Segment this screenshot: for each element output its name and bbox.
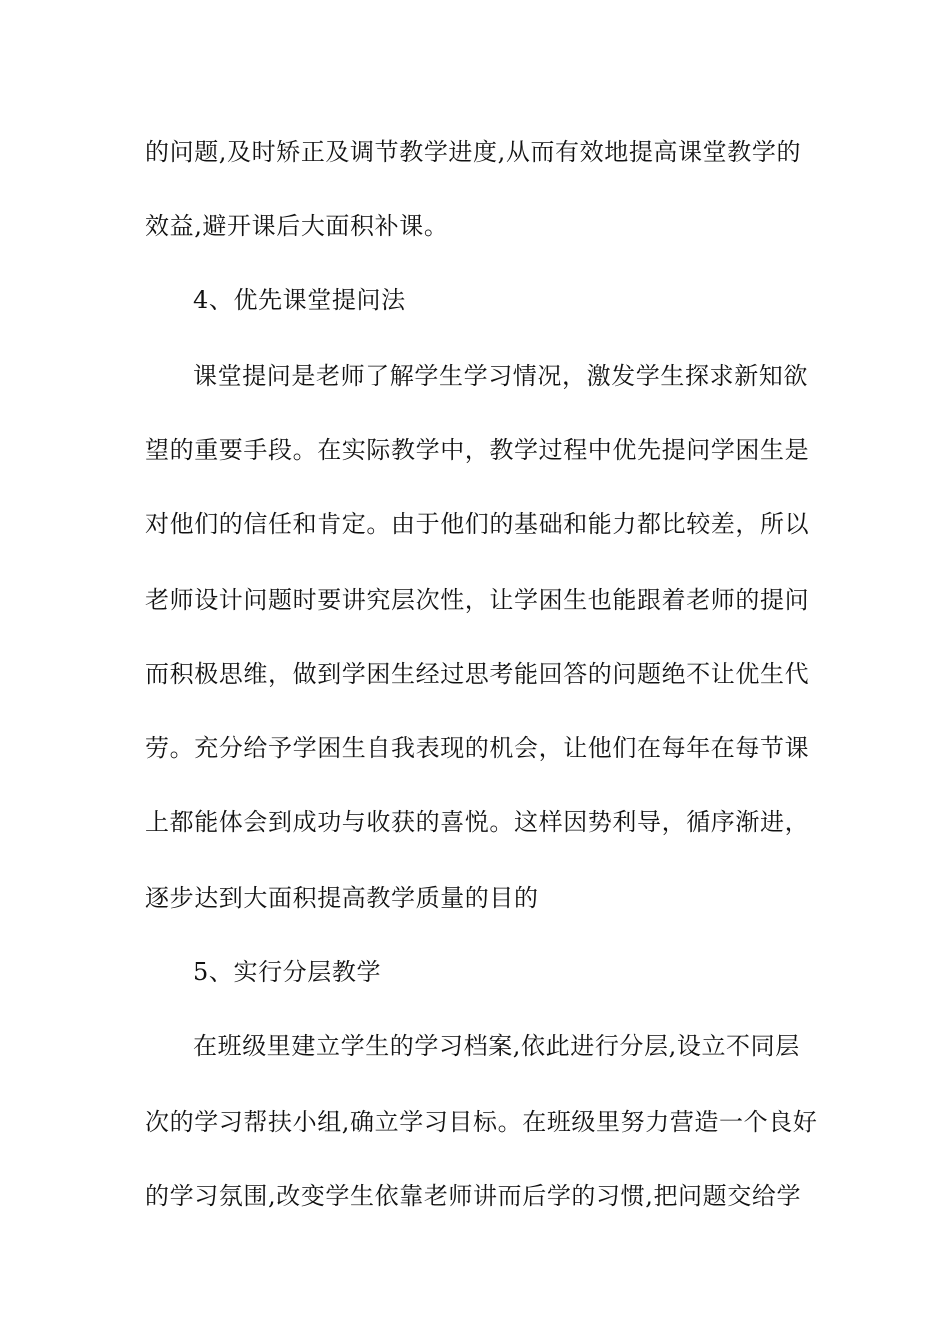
body-text-line: 的问题,及时矫正及调节教学进度,从而有效地提高课堂教学的 [145,138,802,166]
body-text-line: 逐步达到大面积提高教学质量的目的 [145,884,539,912]
body-text-line: 效益,避开课后大面积补课。 [145,212,449,240]
body-text-line: 对他们的信任和肯定。由于他们的基础和能力都比较差，所以 [145,510,810,538]
body-text-line: 上都能体会到成功与收获的喜悦。这样因势利导，循序渐进， [145,808,810,836]
body-text-line: 老师设计问题时要讲究层次性，让学困生也能跟着老师的提问 [145,586,810,614]
paragraph-first-line: 课堂提问是老师了解学生学习情况，激发学生探求新知欲 [193,362,808,390]
paragraph-first-line: 在班级里建立学生的学习档案,依此进行分层,设立不同层 [193,1032,800,1060]
section-heading-4: 4、优先课堂提问法 [193,286,406,314]
body-text-line: 望的重要手段。在实际教学中，教学过程中优先提问学困生是 [145,436,810,464]
body-text-line: 的学习氛围,改变学生依靠老师讲而后学的习惯,把问题交给学 [145,1182,802,1210]
section-heading-5: 5、实行分层教学 [193,958,382,986]
body-text-line: 而积极思维，做到学困生经过思考能回答的问题绝不让优生代 [145,660,810,688]
body-text-line: 劳。充分给予学困生自我表现的机会，让他们在每年在每节课 [145,734,810,762]
body-text-line: 次的学习帮扶小组,确立学习目标。在班级里努力营造一个良好 [145,1108,818,1136]
